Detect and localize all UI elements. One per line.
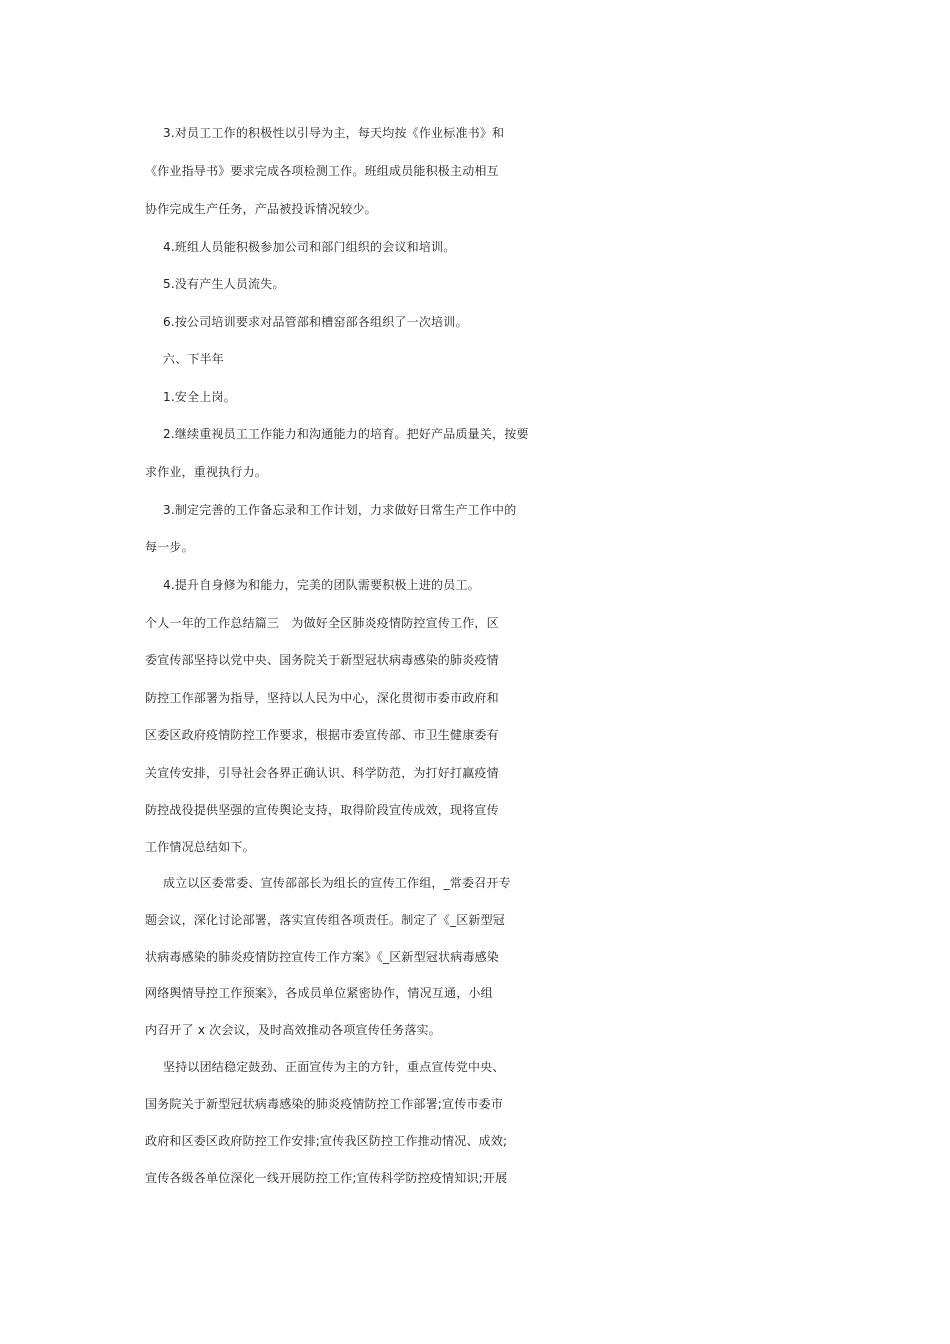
text-line: 3.对员工工作的积极性以引导为主，每天均按《作业标准书》和 bbox=[163, 126, 505, 140]
text-line: 4.班组人员能积极参加公司和部门组织的会议和培训。 bbox=[163, 240, 456, 254]
text-line: 题会议，深化讨论部署，落实宣传组各项责任。制定了《_区新型冠 bbox=[145, 913, 506, 927]
text-line: 每一步。 bbox=[145, 540, 194, 554]
text-line: 《作业指导书》要求完成各项检测工作。班组成员能积极主动相互 bbox=[145, 164, 499, 178]
text-line: 区委区政府疫情防控工作要求，根据市委宣传部、市卫生健康委有 bbox=[145, 728, 499, 742]
text-line: 1.安全上岗。 bbox=[163, 390, 236, 404]
text-line: 防控战役提供坚强的宣传舆论支持，取得阶段宣传成效，现将宣传 bbox=[145, 803, 499, 817]
text-line: 3.制定完善的工作备忘录和工作计划，力求做好日常生产工作中的 bbox=[163, 503, 517, 517]
text-line: 6.按公司培训要求对品管部和槽窑部各组织了一次培训。 bbox=[163, 315, 468, 329]
text-line: 防控工作部署为指导，坚持以人民为中心，深化贯彻市委市政府和 bbox=[145, 691, 499, 705]
text-line: 工作情况总结如下。 bbox=[145, 840, 255, 854]
text-line: 内召开了 x 次会议，及时高效推动各项宣传任务落实。 bbox=[145, 1023, 441, 1037]
text-line: 个人一年的工作总结篇三 为做好全区肺炎疫情防控宣传工作，区 bbox=[145, 616, 499, 630]
text-line: 成立以区委常委、宣传部部长为组长的宣传工作组，_常委召开专 bbox=[163, 876, 511, 890]
text-line: 4.提升自身修为和能力，完美的团队需要积极上进的员工。 bbox=[163, 578, 480, 592]
text-line: 网络舆情导控工作预案》，各成员单位紧密协作，情况互通，小组 bbox=[145, 986, 493, 1000]
text-line: 关宣传安排，引导社会各界正确认识、科学防范，为打好打赢疫情 bbox=[145, 766, 499, 780]
text-line: 2.继续重视员工工作能力和沟通能力的培育。把好产品质量关，按要 bbox=[163, 427, 529, 441]
text-line: 委宣传部坚持以党中央、国务院关于新型冠状病毒感染的肺炎疫情 bbox=[145, 653, 499, 667]
text-line: 坚持以团结稳定鼓劲、正面宣传为主的方针，重点宣传党中央、 bbox=[163, 1060, 505, 1074]
text-line: 国务院关于新型冠状病毒感染的肺炎疫情防控工作部署;宣传市委市 bbox=[145, 1097, 504, 1111]
text-line: 5.没有产生人员流失。 bbox=[163, 277, 285, 291]
section-heading: 六、下半年 bbox=[163, 352, 225, 366]
text-line: 宣传各级各单位深化一线开展防控工作;宣传科学防控疫情知识;开展 bbox=[145, 1171, 508, 1185]
text-line: 政府和区委区政府防控工作安排;宣传我区防控工作推动情况、成效; bbox=[145, 1134, 508, 1148]
text-line: 求作业，重视执行力。 bbox=[145, 465, 268, 479]
text-line: 协作完成生产任务，产品被投诉情况较少。 bbox=[145, 202, 377, 216]
text-line: 状病毒感染的肺炎疫情防控宣传工作方案》《_区新型冠状病毒感染 bbox=[145, 950, 500, 964]
